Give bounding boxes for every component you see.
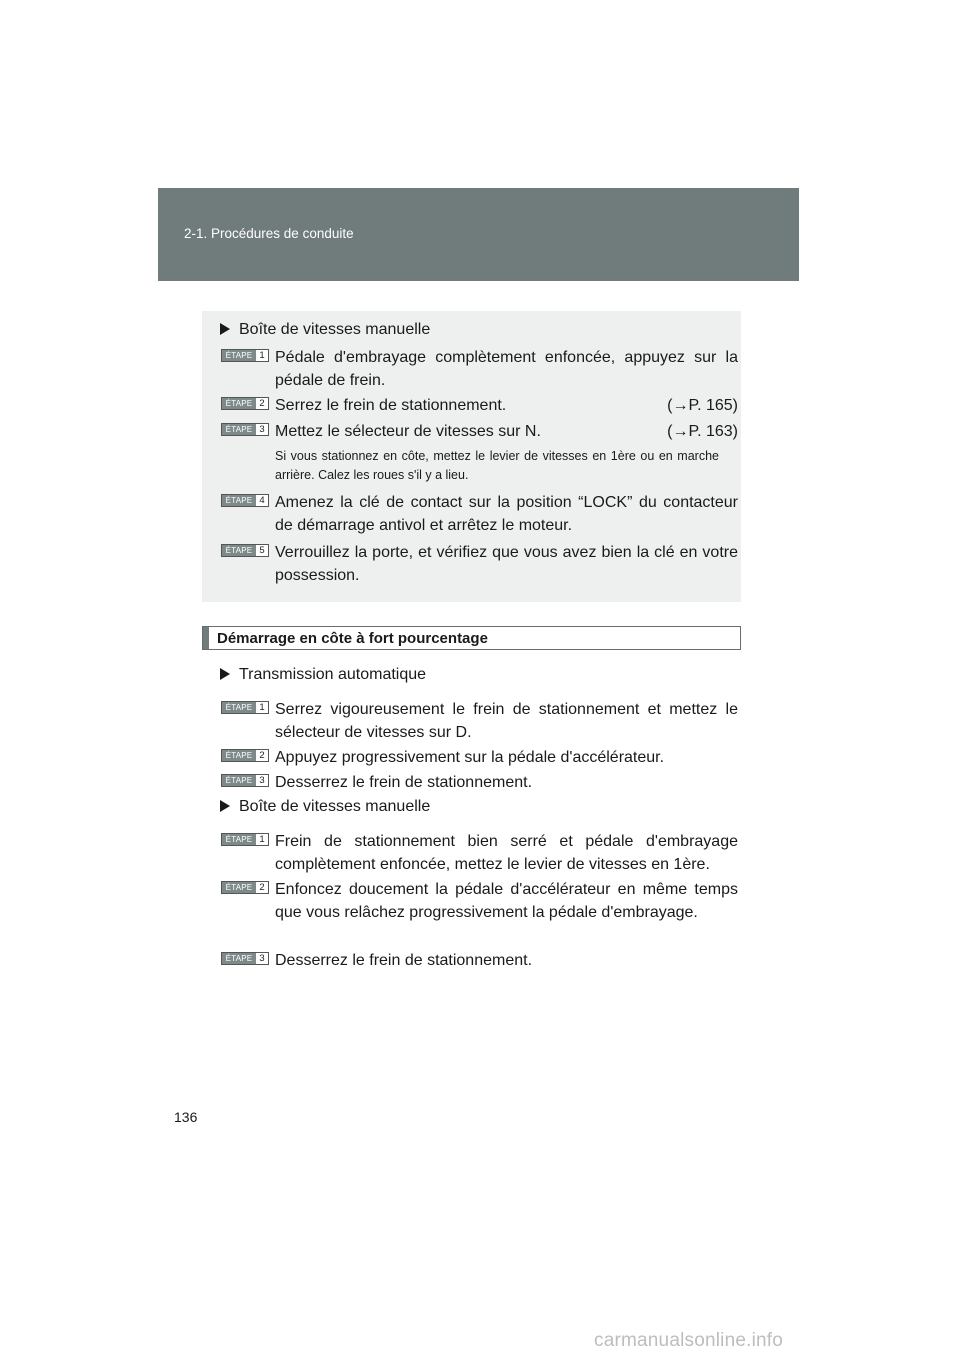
step-text: Mettez le sélecteur de vitesses sur N. (→P. 163)	[275, 420, 738, 443]
section-label: 2-1. Procédures de conduite	[184, 226, 354, 241]
chapter-header	[158, 188, 799, 281]
step-badge: ÉTAPE 5	[221, 544, 269, 557]
step-badge: ÉTAPE 2	[221, 749, 269, 762]
step-text: Enfoncez doucement la pédale d'accélérateur en même temps que vous relâchez progressivement la pédale d'embrayage.	[275, 881, 738, 921]
step-badge: ÉTAPE 3	[221, 952, 269, 965]
parking-note: Si vous stationnez en côte, mettez le levier de vitesses en 1ère ou en marche arrière. Calez les roues s'il y a lieu.	[275, 449, 719, 482]
triangle-bullet-icon	[220, 800, 230, 812]
step-text: Desserrez le frein de stationnement.	[275, 774, 533, 791]
step-badge: ÉTAPE 1	[221, 349, 269, 362]
step-text: Frein de stationnement bien serré et pédale d'embrayage complètement enfoncée, mettez le levier de vitesses en 1ère.	[275, 833, 738, 873]
manual-subhead: Boîte de vitesses manuelle	[220, 798, 430, 816]
step-badge: ÉTAPE 4	[221, 494, 269, 507]
auto-subhead: Transmission automatique	[220, 666, 426, 684]
box-subhead: Boîte de vitesses manuelle	[220, 321, 430, 339]
triangle-bullet-icon	[220, 668, 230, 680]
step-badge: ÉTAPE 1	[221, 701, 269, 714]
page-reference: (→P. 165)	[667, 397, 738, 414]
step-text: Pédale d'embrayage complètement enfoncée, appuyez sur la pédale de frein.	[275, 349, 738, 389]
step-badge: ÉTAPE 3	[221, 774, 269, 787]
step-text: Serrez le frein de stationnement. (→P. 165)	[275, 394, 738, 417]
step-text: Serrez vigoureusement le frein de stationnement et mettez le sélecteur de vitesses sur D.	[275, 701, 738, 741]
step-badge: ÉTAPE 2	[221, 881, 269, 894]
step-text: Appuyez progressivement sur la pédale d'accélérateur.	[275, 749, 665, 766]
page-reference: (→P. 163)	[667, 423, 738, 440]
step-text: Amenez la clé de contact sur la position “LOCK” du contacteur de démarrage antivol et arrêtez le moteur.	[275, 494, 738, 534]
step-badge: ÉTAPE 2	[221, 397, 269, 410]
step-badge: ÉTAPE 3	[221, 423, 269, 436]
step-badge: ÉTAPE 1	[221, 833, 269, 846]
page-number: 136	[174, 1109, 198, 1125]
watermark: carmanualsonline.info	[594, 1330, 784, 1351]
section-title: Démarrage en côte à fort pourcentage	[202, 626, 741, 650]
step-text: Desserrez le frein de stationnement.	[275, 952, 533, 969]
title-accent-bar	[203, 627, 209, 649]
triangle-bullet-icon	[220, 323, 230, 335]
step-text: Verrouillez la porte, et vérifiez que vous avez bien la clé en votre possession.	[275, 544, 738, 584]
